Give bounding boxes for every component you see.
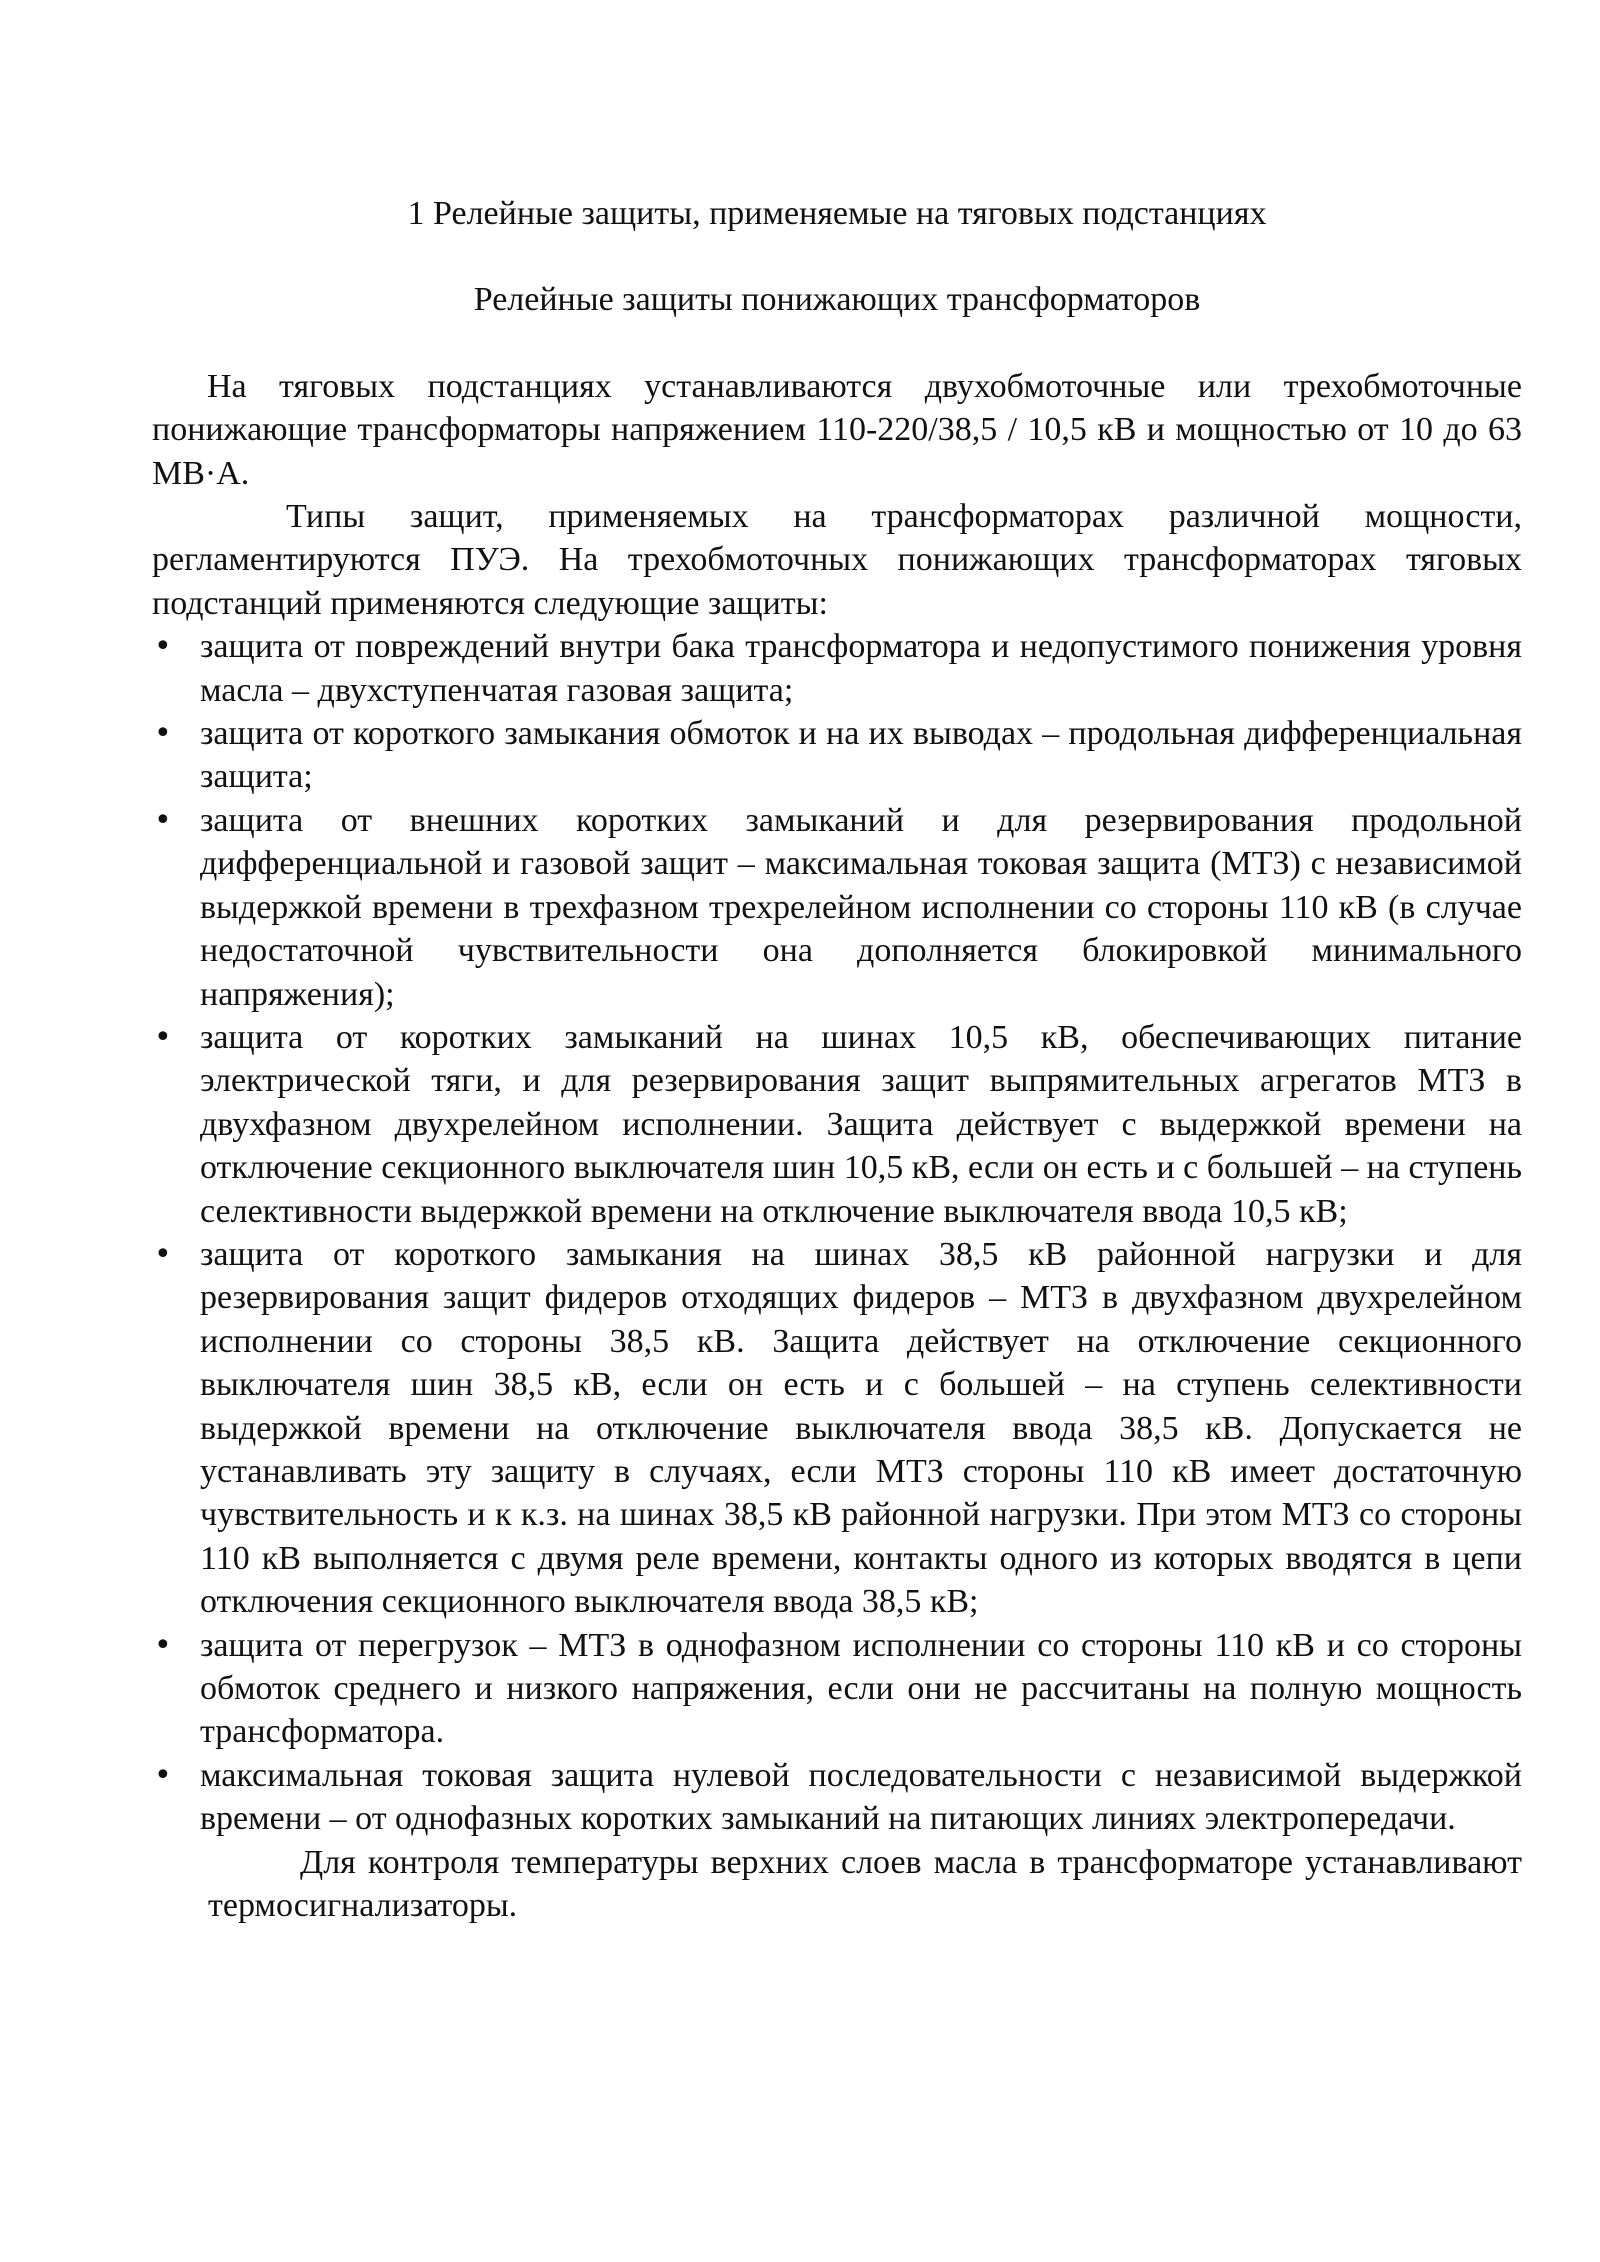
types-paragraph: Типы защит, применяемых на трансформаторах различной мощности, регламентируются ПУЭ. На трехобмоточных понижающих трансформаторах тяговых подстанций применяются следующие защиты:	[152, 498, 1522, 622]
bullet-icon: •	[154, 1019, 172, 1055]
list-item-text: защита от коротких замыканий на шинах 10,5 кВ, обеспечивающих питание электрической тяги, и для резервирования защит выпрямительных агрегатов МТЗ в двухфазном двухрелейном исполнении. Защита действует с выдержкой времени на отключение секционного выключателя шин 10,5 кВ, если он есть и с большей – на ступень селективности выдержкой времени на отключение выключателя ввода 10,5 кВ;	[200, 1018, 1522, 1230]
list-item-text: защита от короткого замыкания обмоток и на их выводах – продольная дифференциальная защита;	[200, 715, 1522, 796]
closing-paragraph: Для контроля температуры верхних слоев масла в трансформаторе устанавливают термосигнализаторы.	[208, 1843, 1522, 1925]
list-item-text: защита от перегрузок – МТЗ в однофазном исполнении со стороны 110 кВ и со стороны обмоток среднего и низкого напряжения, если они не рассчитаны на полную мощность трансформатора.	[200, 1626, 1522, 1751]
list-item	[152, 1233, 1522, 1624]
document-subtitle: Релейные защиты понижающих трансформаторов	[473, 281, 1201, 319]
list-item-text: максимальная токовая защита нулевой последовательности с независимой выдержкой времени – от однофазных коротких замыканий на питающих линиях электропередачи.	[200, 1756, 1522, 1838]
list-item	[152, 712, 1522, 799]
bullet-icon: •	[154, 629, 172, 665]
list-item	[152, 1624, 1522, 1754]
list-item-text: защита от повреждений внутри бака трансформатора и недопустимого понижения уровня масла – двухступенчатая газовая защита;	[200, 628, 1522, 709]
list-item	[152, 799, 1522, 1016]
list-item	[152, 1754, 1522, 1841]
bullet-icon: •	[154, 716, 172, 752]
bullet-icon: •	[154, 1627, 172, 1663]
list-item	[152, 1016, 1522, 1233]
intro-paragraph: На тяговых подстанциях устанавливаются двухобмоточные или трехобмоточные понижающие трансформаторы напряжением 110-220/38,5 / 10,5 кВ и мощностью от 10 до 63 МВ·А.	[152, 367, 1522, 492]
list-item	[152, 625, 1522, 712]
bullet-icon: •	[154, 1236, 172, 1272]
bullet-icon: •	[154, 1757, 172, 1793]
document-page	[152, 192, 1522, 1927]
list-item-text: защита от короткого замыкания на шинах 38,5 кВ районной нагрузки и для резервирования защит фидеров отходящих фидеров – МТЗ в двухфазном двухрелейном исполнении со стороны 38,5 кВ. Защита действует на отключение секционного выключателя шин 38,5 кВ, если он есть и с большей – на ступень селективности выдержкой времени на отключение выключателя ввода 38,5 кВ. Допускается не устанавливать эту защиту в случаях, если МТЗ стороны 110 кВ имеет достаточную чувствительность и к к.з. на шинах 38,5 кВ районной нагрузки. При этом МТЗ со стороны 110 кВ выполняется с двумя реле времени, контакты одного из которых вводятся в цепи отключения секционного выключателя ввода 38,5 кВ;	[200, 1235, 1522, 1621]
bullet-icon: •	[154, 802, 172, 838]
document-title: 1 Релейные защиты, применяемые на тяговых подстанциях	[407, 195, 1267, 232]
list-item-text: защита от внешних коротких замыканий и для резервирования продольной дифференциальной и газовой защит – максимальная токовая защита (МТЗ) с независимой выдержкой времени в трехфазном трехрелейном исполнении со стороны 110 кВ (в случае недостаточной чувствительности она дополняется блокировкой минимального напряжения);	[200, 801, 1522, 1013]
protections-list	[152, 625, 1522, 1840]
